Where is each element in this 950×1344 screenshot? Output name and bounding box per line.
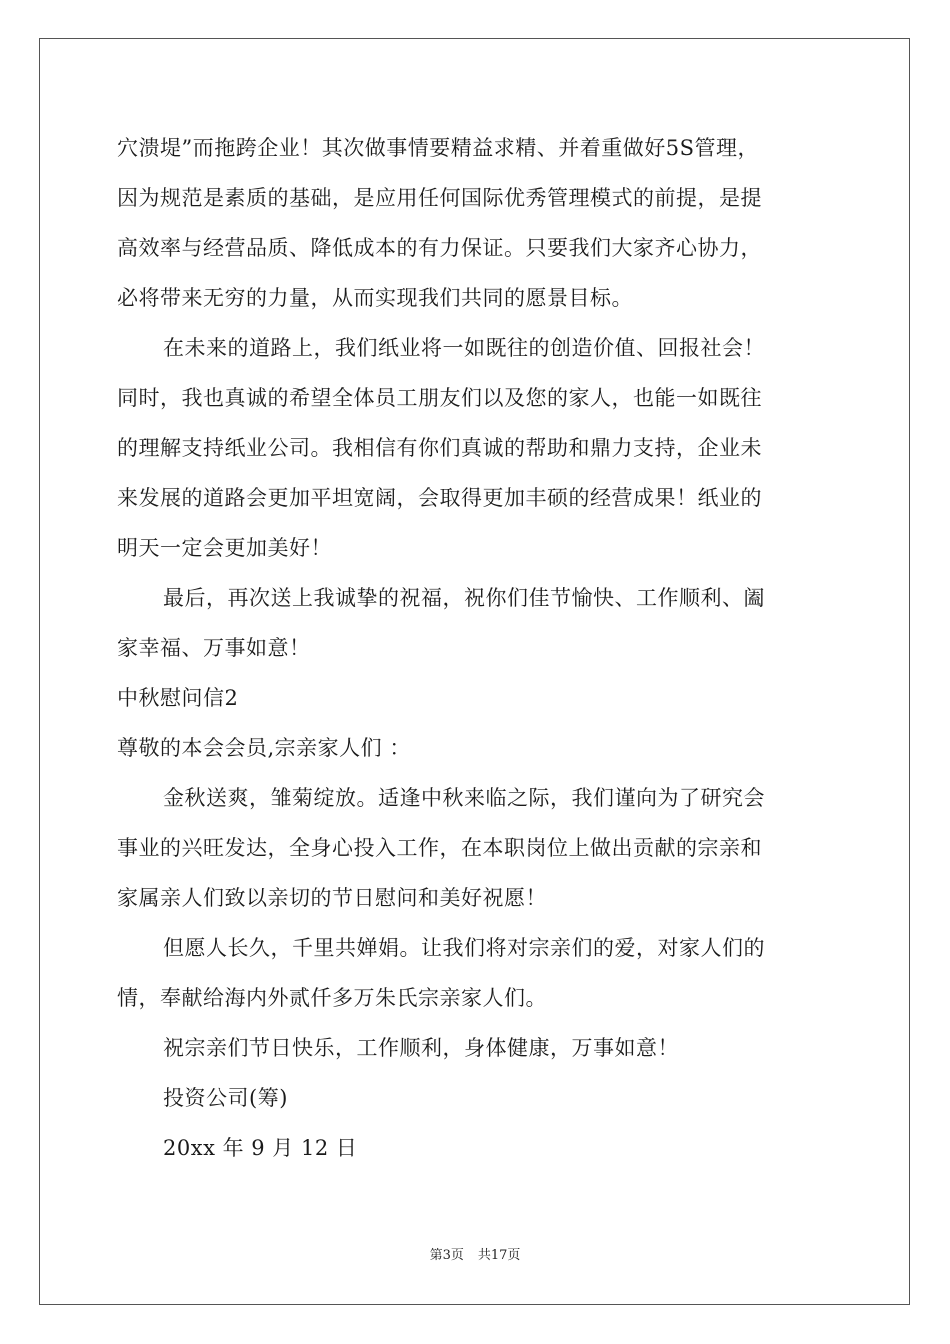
text-line: 穴溃堤”而拖跨企业！其次做事情要精益求精、并着重做好5S管理，	[117, 136, 759, 160]
signature-org: 投资公司(筹)	[163, 1086, 288, 1110]
signature-date: 20xx 年 9 月 12 日	[163, 1136, 358, 1160]
section-title: 中秋慰问信2	[117, 686, 239, 710]
text-line: 同时，我也真诚的希望全体员工朋友们以及您的家人，也能一如既往	[117, 386, 762, 410]
text-line: 来发展的道路会更加平坦宽阔，会取得更加丰硕的经营成果！纸业的	[117, 486, 762, 510]
text-line: 因为规范是素质的基础，是应用任何国际优秀管理模式的前提，是提	[117, 186, 762, 210]
page-total: 共17页	[477, 1248, 521, 1263]
text-line: 家幸福、万事如意！	[117, 636, 311, 660]
text-line: 祝宗亲们节日快乐，工作顺利，身体健康，万事如意！	[163, 1036, 679, 1060]
page-footer	[0, 1244, 950, 1263]
text-line: 最后，再次送上我诚挚的祝福，祝你们佳节愉快、工作顺利、阖	[163, 586, 765, 610]
page-number: 第3页	[429, 1248, 464, 1263]
text-line: 情，奉献给海内外贰仟多万朱氏宗亲家人们。	[117, 986, 547, 1010]
text-line: 家属亲人们致以亲切的节日慰问和美好祝愿！	[117, 886, 547, 910]
text-line: 高效率与经营品质、降低成本的有力保证。只要我们大家齐心协力，	[117, 236, 762, 260]
text-line: 金秋送爽，雏菊绽放。适逢中秋来临之际，我们谨向为了研究会	[163, 786, 765, 810]
page-border	[39, 38, 910, 1305]
text-line: 但愿人长久，千里共婵娟。让我们将对宗亲们的爱，对家人们的	[163, 936, 765, 960]
text-line: 必将带来无穷的力量，从而实现我们共同的愿景目标。	[117, 286, 633, 310]
text-line: 的理解支持纸业公司。我相信有你们真诚的帮助和鼎力支持，企业未	[117, 436, 762, 460]
text-line: 事业的兴旺发达，全身心投入工作，在本职岗位上做出贡献的宗亲和	[117, 836, 762, 860]
text-line: 明天一定会更加美好！	[117, 536, 332, 560]
salutation: 尊敬的本会会员,宗亲家人们 ：	[117, 736, 411, 760]
text-line: 在未来的道路上，我们纸业将一如既往的创造价值、回报社会！	[163, 336, 765, 360]
